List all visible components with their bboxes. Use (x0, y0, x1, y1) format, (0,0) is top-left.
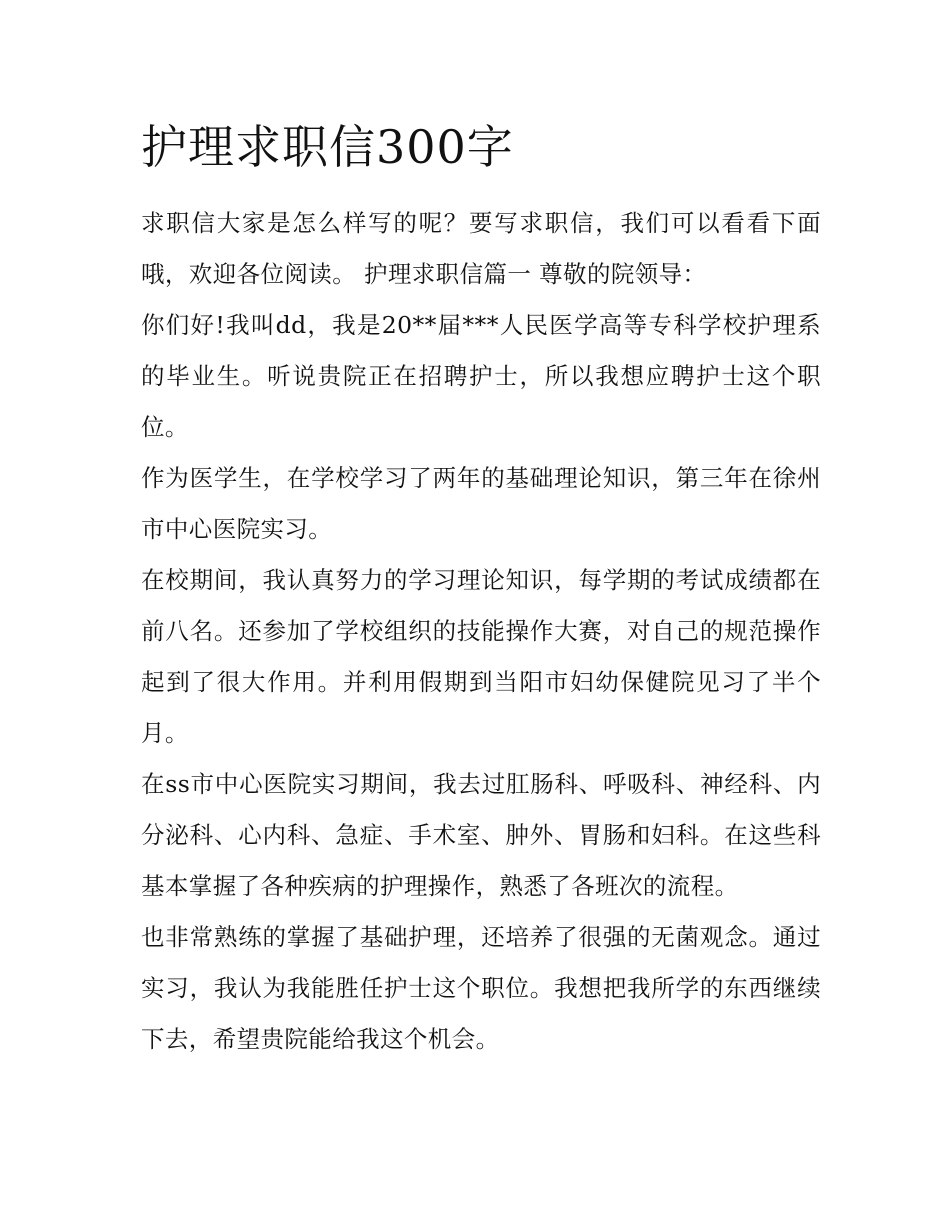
document-body (141, 112, 821, 1065)
paragraph-school-achievements: 在校期间，我认真努力的学习理论知识，每学期的考试成绩都在前八名。还参加了学校组织的技能操作大赛，对自己的规范操作起到了很大作用。并利用假期到当阳市妇幼保健院见习了半个月。 (141, 566, 821, 747)
paragraph-self-introduction: 你们好!我叫dd，我是20**届***人民医学高等专科学校护理系的毕业生。听说贵院正在招聘护士，所以我想应聘护士这个职位。 (141, 311, 821, 441)
paragraph-education: 作为医学生，在学校学习了两年的基础理论知识，第三年在徐州市中心医院实习。 (141, 464, 821, 543)
paragraph-internship: 在ss市中心医院实习期间，我去过肛肠科、呼吸科、神经科、内分泌科、心内科、急症、手术室、肿外、胃肠和妇科。在这些科基本掌握了各种疾病的护理操作，熟悉了各班次的流程。 (141, 770, 821, 900)
paragraph-greeting-intro: 求职信大家是怎么样写的呢？要写求职信，我们可以看看下面哦，欢迎各位阅读。 护理求职信篇一 尊敬的院领导： (141, 209, 821, 288)
document-title: 护理求职信300字 (141, 120, 514, 174)
paragraph-closing: 也非常熟练的掌握了基础护理，还培养了很强的无菌观念。通过实习，我认为我能胜任护士这个职位。我想把我所学的东西继续下去，希望贵院能给我这个机会。 (141, 923, 821, 1053)
